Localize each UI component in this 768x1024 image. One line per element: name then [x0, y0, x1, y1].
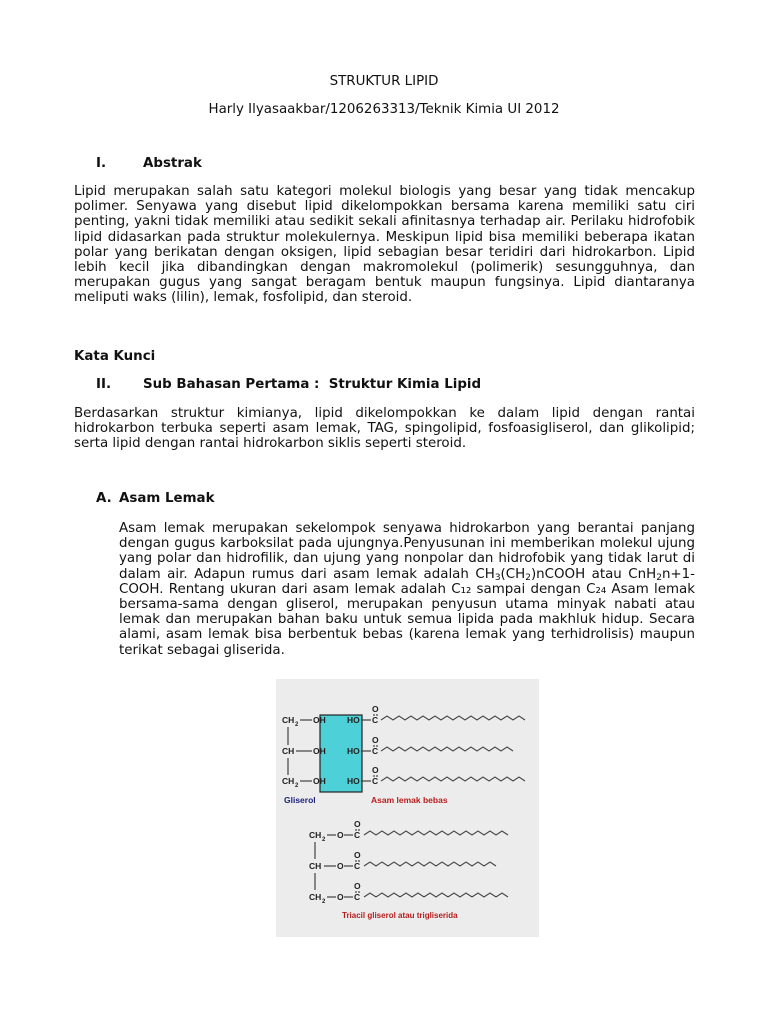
svg-text:CH: CH [282, 715, 295, 725]
svg-text:O: O [372, 704, 379, 714]
svg-text:O: O [337, 861, 344, 871]
svg-text:O: O [372, 735, 379, 745]
svg-text:2: 2 [322, 837, 326, 843]
svg-text:2: 2 [322, 899, 326, 905]
fatty-acid-text-2: C₁₂ sampai dengan C₂₄ Asam lemak bersama-sama dengan gliserol, merupakan penyusun utama minyak nabati atau lemak dan merupakan bahan baku untuk semua lipida pada makhluk hidup. Secara alami, asam lemak bisa berbentuk bebas (karena lemak yang terhidrolisis) maupun terikat sebagai gliserida. [119, 581, 696, 658]
keywords-heading: Kata Kunci [74, 349, 156, 364]
svg-text:OH: OH [313, 746, 326, 756]
formula-ch3: $CH_3(CH_2)nCOOH$ atau CnH$_2$n+1-COOH. Rentang ukuran dari asam lemak adalah [119, 566, 695, 597]
section-1-number: I. [96, 156, 107, 171]
svg-text:HO: HO [347, 715, 360, 725]
svg-text:O: O [337, 830, 344, 840]
svg-text:O: O [354, 819, 361, 829]
svg-text:CH: CH [282, 746, 295, 756]
subsection-a-paragraph [119, 521, 695, 658]
document-title: STRUKTUR LIPID [329, 74, 439, 89]
svg-text:C: C [372, 746, 379, 756]
svg-text:C: C [372, 715, 379, 725]
svg-text:C: C [372, 776, 379, 786]
svg-text:O: O [354, 881, 361, 891]
section-2-paragraph: Berdasarkan struktur kimianya, lipid dikelompokkan ke dalam lipid dengan rantai hidrokarbon terbuka seperti asam lemak, TAG, spingolipid, fosfoasigliserol, dan glikolipid; serta lipid dengan rantai hidrokarbon siklis seperti steroid. [74, 406, 695, 452]
section-1-title: Abstrak [143, 156, 202, 171]
fatty-acid-text-1: Asam lemak merupakan sekelompok senyawa hidrokarbon yang berantai panjang dengan gugus karboksilat pada ujungnya.Penyusunan ini memberikan molekul ujung yang polar dan hidrofilik, dan ujung yang nonpolar dan hidrofobik yang tidak larut di dalam air. Adapun rumus dari asam lemak adalah [119, 521, 695, 582]
lipid-structure-diagram [276, 679, 539, 937]
svg-text:OH: OH [313, 715, 326, 725]
svg-text:HO: HO [347, 746, 360, 756]
svg-text:2: 2 [295, 783, 299, 789]
svg-text:O: O [372, 765, 379, 775]
svg-text:HO: HO [347, 776, 360, 786]
lipid-structure-figure [276, 679, 539, 937]
svg-text:C: C [354, 861, 361, 871]
svg-text:CH: CH [309, 861, 322, 871]
author-line: Harly Ilyasaakbar/1206263313/Teknik Kimia UI 2012 [208, 102, 560, 117]
svg-text:2: 2 [295, 722, 299, 728]
free-fatty-acid-label: Asam lemak bebas [371, 795, 448, 805]
svg-text:CH: CH [309, 830, 322, 840]
svg-text:OH: OH [313, 776, 326, 786]
subsection-a-title: Asam Lemak [119, 491, 215, 506]
svg-text:O: O [354, 850, 361, 860]
svg-text:O: O [337, 892, 344, 902]
svg-text:CH: CH [309, 892, 322, 902]
svg-text:C: C [354, 830, 361, 840]
subsection-a-number: A. [96, 491, 112, 506]
svg-text:C: C [354, 892, 361, 902]
abstract-paragraph [74, 184, 695, 306]
gliserol-label: Gliserol [284, 795, 316, 805]
abstract-text-3: beberapa ikatan polar yang berikatan dengan oksigen, lipid sebagian besar teridiri dari hidrokarbon. Lipid lebih kecil jika dibandingkan dengan makromolekul (polimerik) sesungguhnya, dan merupakan gugus yang sangat beragam bentuk maupun fungsinya. Lipid diantaranya meliputi waks (lilin), lemak, fosfolipid, dan steroid. [74, 229, 695, 306]
abstract-text-1: Lipid merupakan salah satu kategori molekul biologis yang besar yang tidak mencakup polimer. Senyawa yang disebut lipid dikelompokkan bersama karena memiliki satu ciri [74, 184, 695, 215]
abstract-text-2: penting, yakni tidak memiliki atau sedikit sekali afinitasnya terhadap air. Perilaku hidrofobik lipid didasarkan pada struktur molekulernya. Meskipun lipid bisa memiliki [74, 214, 695, 245]
section-2-title: Sub Bahasan Pertama : Struktur Kimia Lipid [143, 377, 482, 392]
section-2-number: II. [96, 377, 112, 392]
triglyceride-label: Triacil gliserol atau trigliserida [342, 911, 458, 920]
svg-text:CH: CH [282, 776, 295, 786]
